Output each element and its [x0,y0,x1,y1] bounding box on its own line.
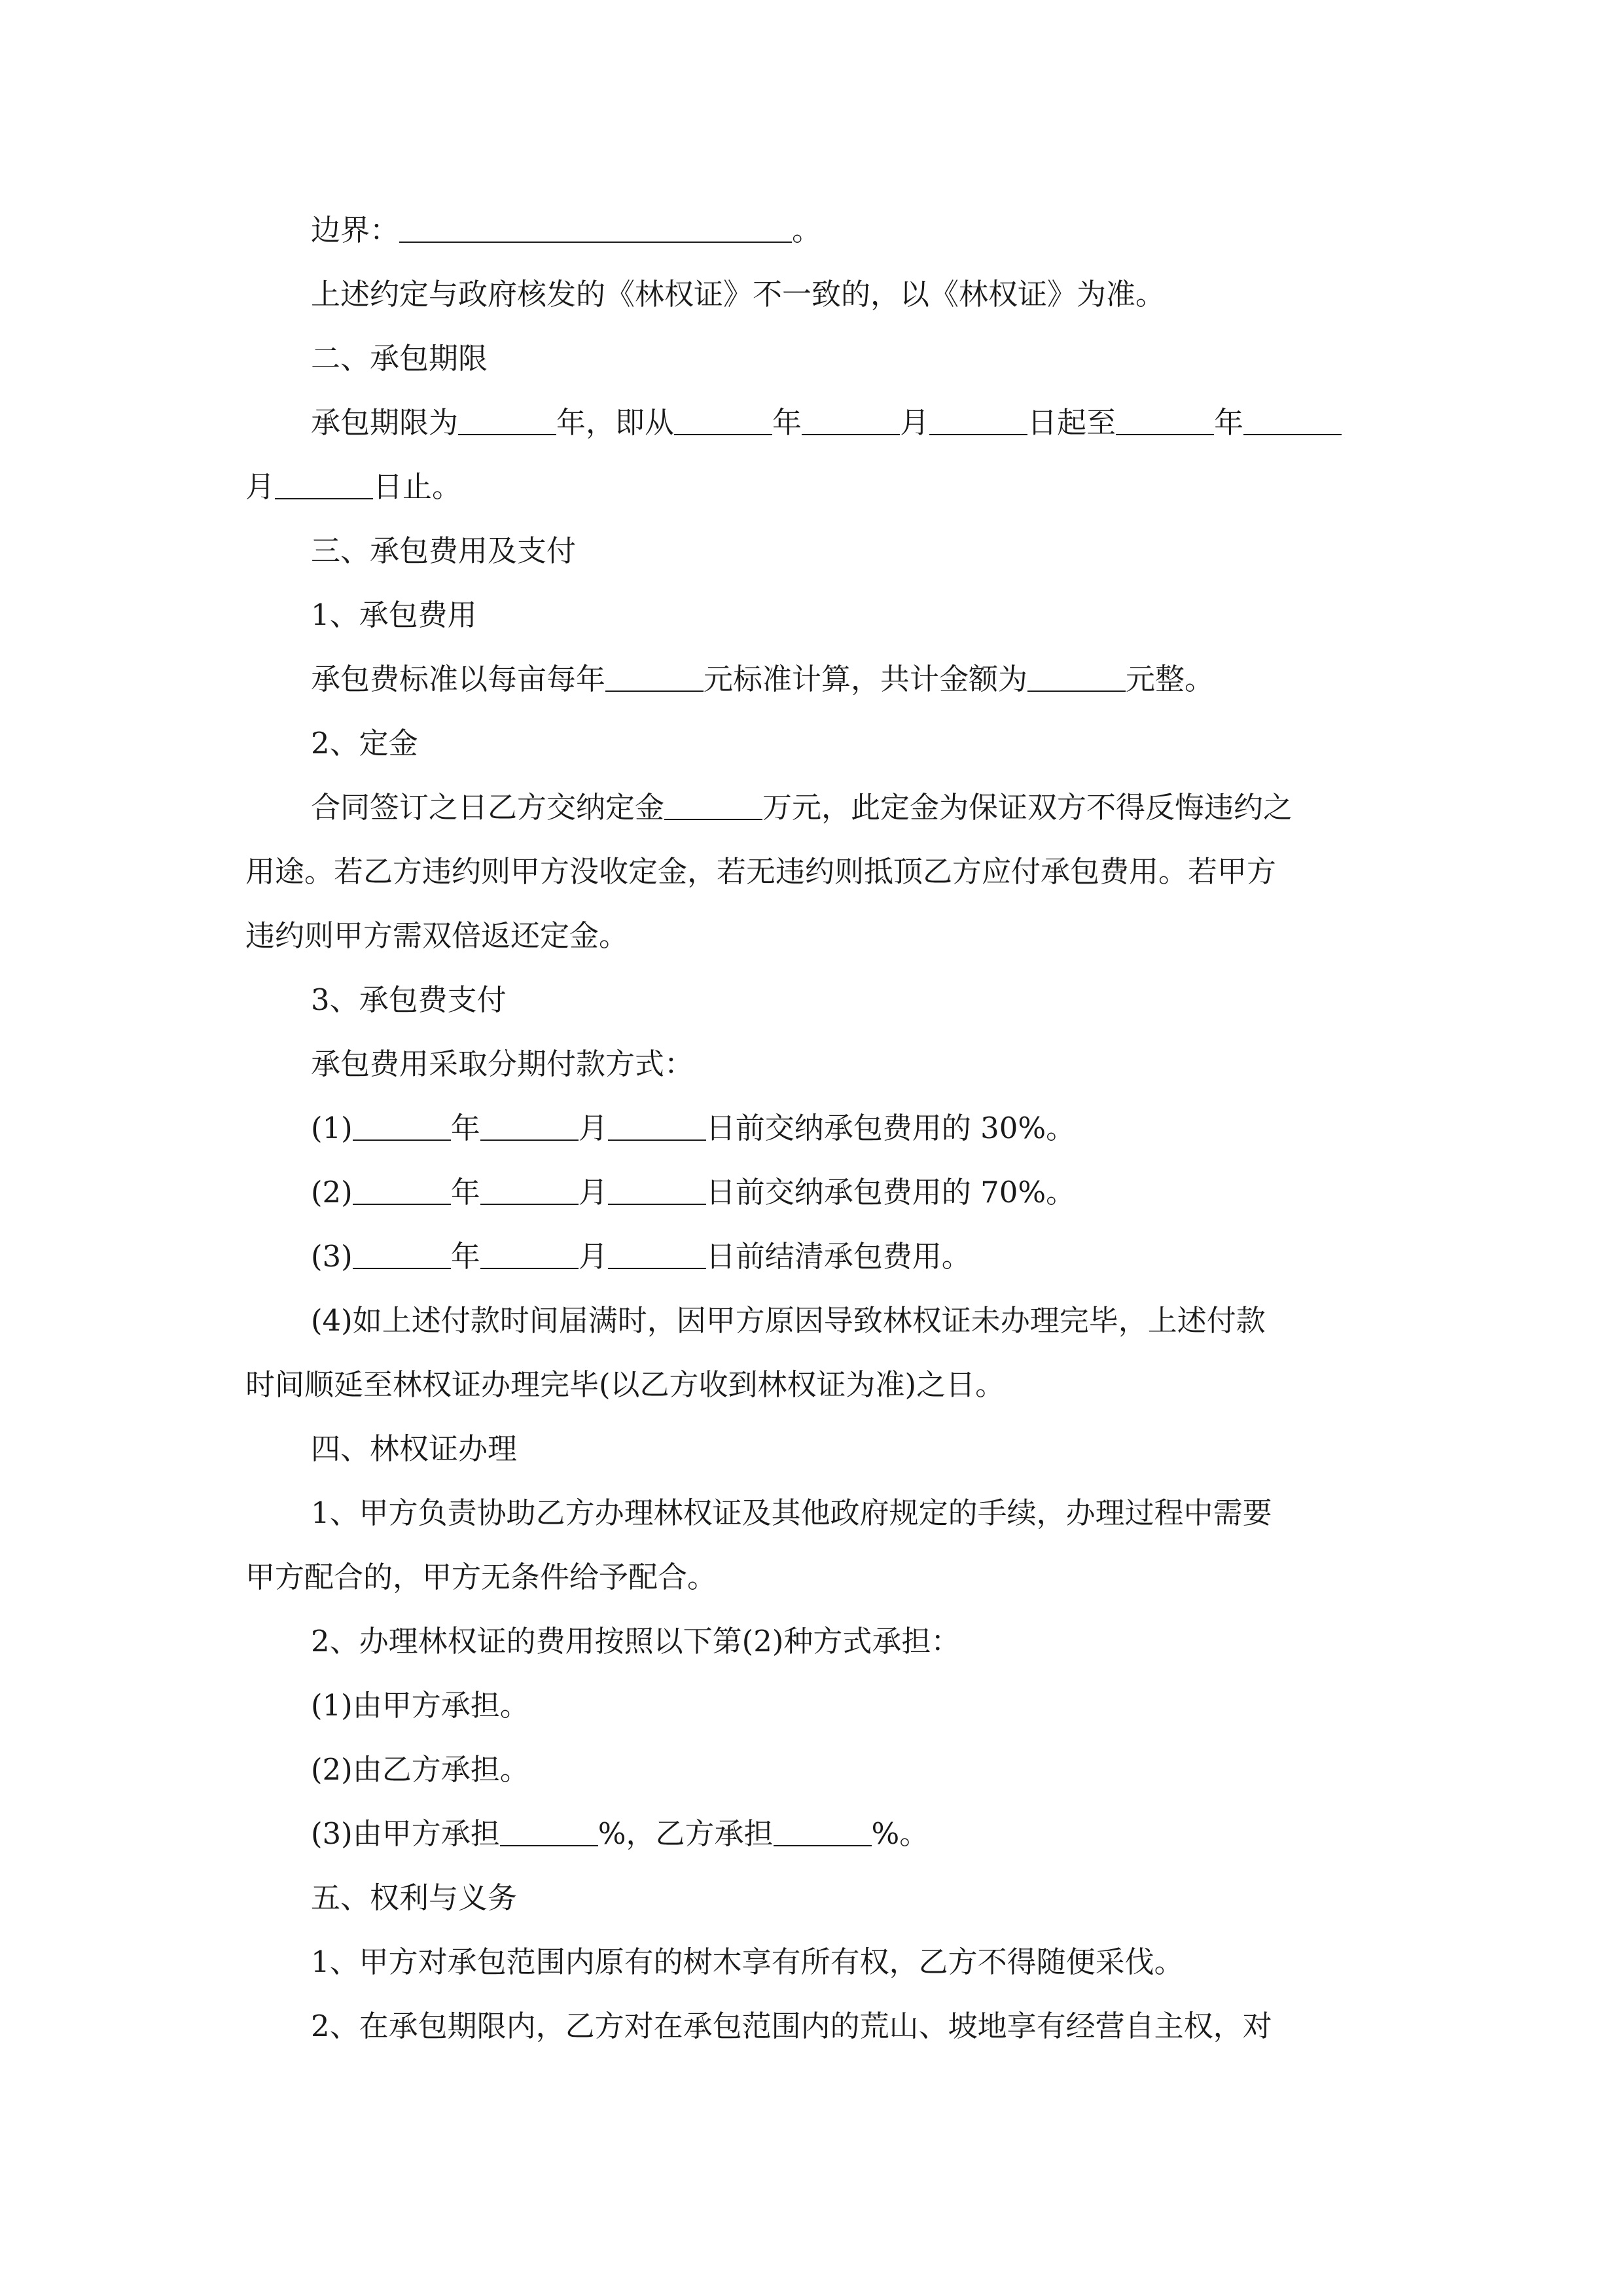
text-segment: 年 [772,405,802,440]
fill-blank [480,1171,579,1205]
text-segment: 日前结清承包费用。 [705,1239,971,1274]
fill-blank [774,1812,872,1846]
text-segment: 元整。 [1126,662,1215,696]
text-segment: 。 [792,213,822,247]
contract-body [245,198,1379,2058]
text-segment: 年 [450,1175,480,1210]
text-segment: 月 [578,1111,608,1145]
installment-line [245,1160,1379,1225]
text-segment: 承包费标准以每亩每年 [311,662,606,696]
text-segment: 月 [900,405,930,440]
fill-blank [608,1171,706,1205]
fill-blank [664,786,762,820]
fill-blank [353,1171,451,1205]
option-line: (2)由乙方承担。 [311,1752,529,1787]
text-segment: 年 [1214,405,1244,440]
term-line [245,391,1379,455]
text-segment: (3)由甲方承担 [311,1816,500,1851]
paragraph-line: 甲方配合的，甲方无条件给予配合。 [245,1560,717,1594]
term-line-continued [245,455,1379,519]
fill-blank [674,401,772,435]
text-segment: (3) [311,1239,353,1274]
paragraph-line: 1、甲方负责协助乙方办理林权证及其他政府规定的手续，办理过程中需要 [311,1496,1272,1530]
text-segment: (1) [311,1111,353,1145]
fill-blank [1027,658,1126,692]
section-heading: 二、承包期限 [311,341,488,376]
text-segment: 年 [450,1111,480,1145]
option-line [245,1802,1379,1866]
text-segment: 日起至 [1027,405,1116,440]
fill-blank [1243,401,1342,435]
text-segment: 日止。 [373,469,462,504]
fill-blank [353,1107,451,1141]
text-segment: 月 [578,1239,608,1274]
text-segment: (2) [311,1175,353,1210]
text-segment: 万元，此定金为保证双方不得反悔违约之 [762,790,1293,825]
paragraph-line: 2、在承包期限内，乙方对在承包范围内的荒山、坡地享有经营自主权，对 [311,2009,1272,2043]
fill-blank [275,465,373,499]
text-segment: 年 [450,1239,480,1274]
installment-line [245,1225,1379,1289]
text-segment: 月 [245,469,276,504]
text-segment: 日前交纳承包费用的 70%。 [705,1175,1076,1210]
paragraph-line: 2、办理林权证的费用按照以下第(2)种方式承担： [311,1624,961,1659]
text-segment: 承包期限为 [311,405,459,440]
option-line: (1)由甲方承担。 [311,1688,529,1723]
boundary-label: 边界： [311,213,400,247]
text-segment: %。 [871,1816,929,1851]
fill-blank [608,1107,706,1141]
paragraph-line: 承包费用采取分期付款方式： [311,1047,694,1081]
boundary-line [245,198,1379,262]
fill-blank [480,1235,579,1269]
section-heading: 三、承包费用及支付 [311,533,577,568]
fill-blank [929,401,1027,435]
fill-blank [353,1235,451,1269]
fee-line [245,647,1379,711]
fill-blank [605,658,704,692]
paragraph-line: 1、甲方对承包范围内原有的树木享有所有权，乙方不得随便采伐。 [311,1945,1184,1979]
text-segment: 日前交纳承包费用的 30%。 [705,1111,1076,1145]
section-heading: 五、权利与义务 [311,1880,518,1915]
section-heading: 四、林权证办理 [311,1431,518,1466]
paragraph-line: 上述约定与政府核发的《林权证》不一致的，以《林权证》为准。 [311,277,1166,312]
fill-blank [1116,401,1214,435]
deposit-line [245,776,1379,840]
text-segment: 月 [578,1175,608,1210]
subsection-heading: 2、定金 [311,726,418,761]
subsection-heading: 1、承包费用 [311,598,477,632]
fill-blank [608,1235,706,1269]
fill-blank [458,401,556,435]
paragraph-line: 违约则甲方需双倍返还定金。 [245,918,629,953]
text-segment: 元标准计算，共计金额为 [704,662,1028,696]
paragraph-line: 时间顺延至林权证办理完毕(以乙方收到林权证为准)之日。 [245,1367,1005,1402]
installment-line [245,1096,1379,1160]
fill-blank [802,401,900,435]
text-segment: %，乙方承担 [597,1816,774,1851]
paragraph-line: 用途。若乙方违约则甲方没收定金，若无违约则抵顶乙方应付承包费用。若甲方 [245,854,1277,889]
text-segment: 合同签订之日乙方交纳定金 [311,790,665,825]
text-segment: 年，即从 [556,405,675,440]
fill-blank [480,1107,579,1141]
fill-blank [500,1812,598,1846]
fill-blank [399,209,792,243]
paragraph-line: (4)如上述付款时间届满时，因甲方原因导致林权证未办理完毕，上述付款 [311,1303,1266,1338]
subsection-heading: 3、承包费支付 [311,982,507,1017]
